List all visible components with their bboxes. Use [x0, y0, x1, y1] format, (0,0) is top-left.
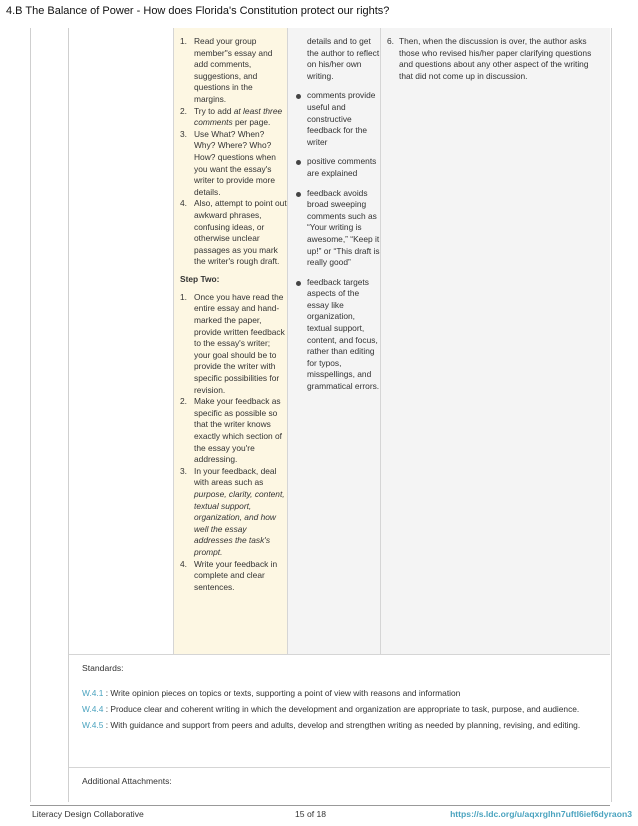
footer-divider	[30, 805, 610, 806]
teacher-steps-column	[380, 28, 610, 654]
step-one-list	[174, 28, 287, 268]
criteria-text: feedback targets aspects of the essay like organization, textual support, content, and focus, rather than editing for typos, misspellings, and grammatical errors.	[307, 276, 380, 392]
item-emphasis: at least three comments	[194, 105, 283, 128]
standard-code-link[interactable]: W.4.5	[82, 720, 104, 730]
criteria-bullet	[288, 156, 380, 179]
footer-page-number: 15 of 18	[295, 809, 327, 819]
step-one-item	[174, 198, 287, 268]
item-number: 3.	[180, 465, 187, 476]
bullet-dot-icon	[296, 192, 301, 197]
standard-item	[82, 719, 588, 731]
item-text: Make your feedback as specific as possible so that the writer knows exactly which section of the essay you're addressing.	[194, 396, 282, 465]
criteria-bullet	[288, 90, 380, 148]
item-number: 2.	[180, 396, 187, 407]
page-title: 4.B The Balance of Power - How does Florida's Constitution protect our rights?	[6, 5, 390, 17]
item-text: Use What? When? Why? Where? Who? How? questions when you want the essay's writer to provide more details.	[194, 128, 276, 197]
step-one-item	[174, 129, 287, 199]
student-steps-column	[173, 28, 288, 654]
step-two-heading: Step Two:	[180, 273, 220, 284]
standard-text: : Produce clear and coherent writing in which the development and organization are appropriate to task, purpose, and audience.	[103, 704, 580, 714]
item-number: 2.	[180, 105, 187, 116]
standard-text: : With guidance and support from peers and adults, develop and strengthen writing as needed by planning, revising, and editing.	[103, 720, 581, 730]
criteria-text: feedback avoids broad sweeping comments such as “Your writing is awesome,” “Keep it up!” or “This draft is really good”	[307, 187, 380, 268]
item-number: 1.	[180, 291, 187, 302]
item-number: 4.	[180, 558, 187, 569]
item-number: 4.	[180, 198, 187, 209]
criteria-text: positive comments are explained	[307, 156, 377, 178]
bullet-dot-icon	[296, 94, 301, 99]
step-two-list	[174, 292, 287, 593]
bullet-dot-icon	[296, 160, 301, 165]
footer-url-link[interactable]: https://s.ldc.org/u/aqxrglhn7uftl6ief6dyraon3	[450, 809, 632, 819]
item-text: Also, attempt to point out awkward phrases, confusing ideas, or otherwise unclear passages as you mark the writer's rough draft.	[194, 198, 287, 267]
standard-code-link[interactable]: W.4.4	[82, 704, 104, 714]
standards-section	[69, 654, 610, 767]
teacher-steps-list	[381, 28, 610, 82]
item-emphasis: purpose, clarity, content, textual support, organization, and how well the essay addresses the task's prompt.	[194, 488, 285, 557]
standard-text: : Write opinion pieces on topics or texts, supporting a point of view with reasons and information	[103, 688, 461, 698]
criteria-text: comments provide useful and constructive feedback for the writer	[307, 90, 376, 147]
item-text: Read your group member"s essay and add comments, suggestions, and questions in the margins.	[194, 36, 273, 104]
step-one-item	[174, 36, 287, 106]
item-number: 1.	[180, 36, 187, 46]
footer-org: Literacy Design Collaborative	[32, 809, 144, 819]
step-two-item	[174, 559, 287, 594]
item-number: 6.	[387, 36, 394, 46]
item-text: Write your feedback in complete and clear sentences.	[194, 558, 278, 592]
item-text: Once you have read the entire essay and hand-marked the paper, provide written feedback to the essay's writer; your goal should be to provide the writer with specific possibilities for revision.	[194, 291, 285, 395]
standards-label: Standards:	[82, 663, 124, 673]
teacher-step-item	[381, 36, 610, 82]
standard-item	[82, 703, 588, 715]
step-one-item	[174, 106, 287, 129]
bullet-dot-icon	[296, 281, 301, 286]
item-text: In your feedback, deal with areas such as	[194, 465, 277, 488]
criteria-column	[288, 28, 380, 654]
step-two-item	[174, 466, 287, 559]
step-two-item	[174, 292, 287, 396]
attachments-label: Additional Attachments:	[82, 776, 172, 786]
item-number: 3.	[180, 128, 187, 139]
attachments-section	[69, 767, 610, 802]
item-text: Then, when the discussion is over, the author asks those who revised his/her paper clarifying questions and questions about any other aspect of the writing that did not come up in discussion.	[399, 36, 592, 81]
criteria-bullet	[288, 188, 380, 269]
criteria-bullet	[288, 277, 380, 393]
standard-code-link[interactable]: W.4.1	[82, 688, 104, 698]
criteria-lead-text: details and to get the author to reflect on his/her own writing.	[307, 36, 380, 81]
item-text: per page.	[232, 117, 271, 128]
criteria-list	[288, 90, 380, 392]
item-text: Try to add	[194, 105, 234, 116]
standard-item	[82, 687, 588, 699]
standards-list	[82, 687, 588, 731]
step-two-item	[174, 396, 287, 466]
